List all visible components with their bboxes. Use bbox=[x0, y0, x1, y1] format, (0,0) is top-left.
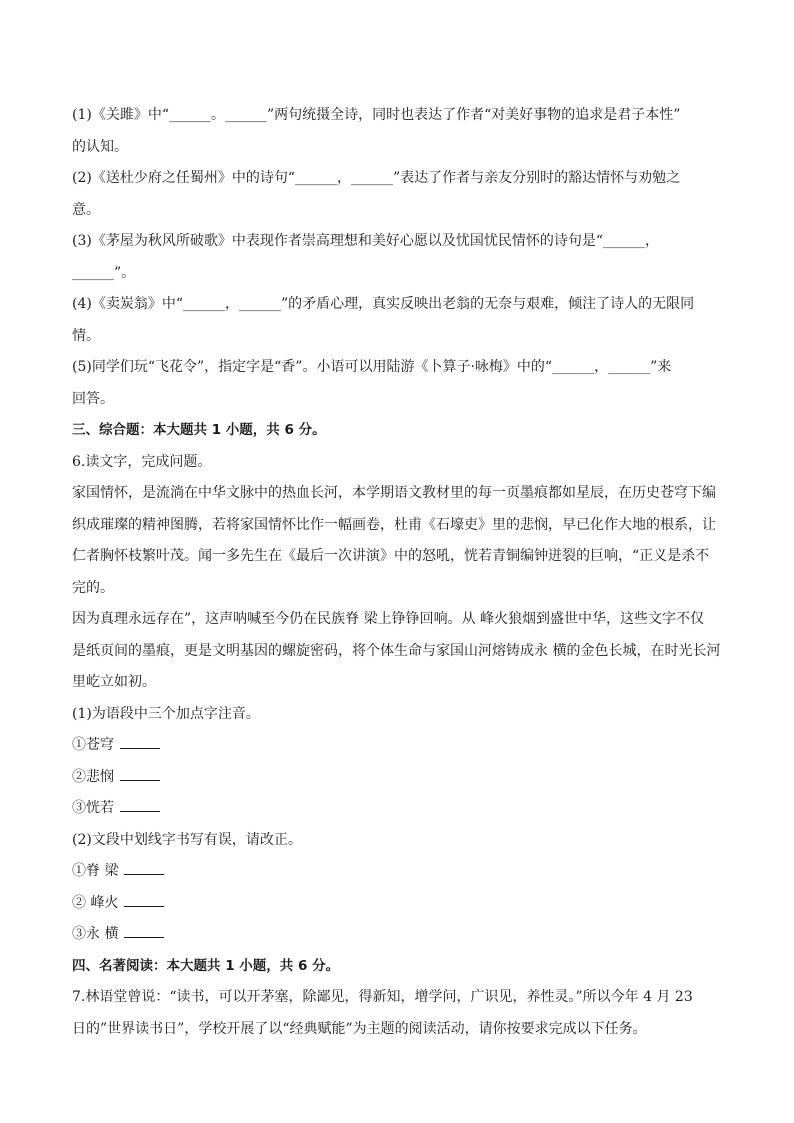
section-3-heading: 三、综合题：本大题共 1 小题，共 6 分。 bbox=[72, 422, 326, 438]
q6-sub1-item-a bbox=[72, 730, 724, 762]
answer-blank bbox=[124, 892, 164, 907]
q6-paragraph-line3: 仁者胸怀枝繁叶茂。闻一多先生在《最后一次讲演》中的怒吼，恍若青铜编钟迸裂的巨响，“正义是杀不 bbox=[72, 548, 710, 564]
q6-paragraph-line5: 因为真理永远存在”，这声呐喊至今仍在民族脊 梁上铮铮回响。从 峰火狼烟到盛世中华，这些文字不仅 bbox=[72, 611, 705, 627]
q5-item2-line2: 意。 bbox=[72, 201, 100, 218]
q7-line2: 日的”世界读书日”，学校开展了以“经典赋能”为主题的阅读活动，请你按要求完成以下任务。 bbox=[72, 1020, 647, 1037]
q6-paragraph-line6: 是纸页间的墨痕，更是文明基因的螺旋密码，将个体生命与家国山河熔铸成永 横的金色长城，在时光长河 bbox=[72, 642, 721, 659]
answer-blank bbox=[124, 860, 164, 875]
q6-paragraph-line7: 里屹立如初。 bbox=[72, 674, 156, 690]
q6-sub2-item-b-label: ② 峰火 bbox=[72, 894, 119, 911]
q6-sub2-item-c bbox=[72, 919, 724, 951]
answer-blank bbox=[120, 797, 160, 812]
q5-item3-line2: ______”。 bbox=[72, 264, 136, 281]
q6-sub2-item-c-label: ③永 横 bbox=[72, 926, 119, 942]
answer-blank bbox=[120, 766, 160, 781]
q6-paragraph-line1: 家国情怀，是流淌在中华文脉中的热血长河，本学期语文教材里的每一页墨痕都如星辰，在历史苍穹下编 bbox=[72, 485, 716, 501]
document-body bbox=[72, 100, 724, 1045]
q6-sub2-item-b bbox=[72, 888, 724, 920]
q5-item5-line2: 回答。 bbox=[72, 390, 114, 407]
q6-sub1-item-b bbox=[72, 762, 724, 794]
q6-sub1-item-b-label: ②悲悯 bbox=[72, 768, 114, 785]
q5-item4-line2: 情。 bbox=[72, 327, 100, 344]
q6-sub1-item-a-label: ①苍穹 bbox=[72, 737, 114, 753]
q6-paragraph-line2: 织成璀璨的精神图腾，若将家国情怀比作一幅画卷，杜甫《石壕吏》里的悲悯，早已化作大地的根系，让 bbox=[72, 516, 716, 533]
q5-item1-line1: (1)《关雎》中“______。______”两句统摄全诗，同时也表达了作者“对美好事物的追求是君子本性” bbox=[72, 107, 681, 123]
section-4-heading: 四、名著阅读：本大题共 1 小题，共 6 分。 bbox=[72, 957, 340, 974]
q5-item1-line2: 的认知。 bbox=[72, 138, 128, 155]
q6-paragraph-line4: 完的。 bbox=[72, 579, 114, 596]
answer-blank bbox=[120, 734, 160, 749]
q6-sub2-item-a-label: ①脊 梁 bbox=[72, 863, 119, 879]
q7-line1: 7.林语堂曾说：“读书，可以开茅塞，除鄙见，得新知，增学问，广识见，养性灵。”所以今年 4 月 23 bbox=[72, 989, 693, 1005]
q6-sub2-prompt: (2)文段中划线字书写有误，请改正。 bbox=[72, 831, 302, 848]
q6-stem: 6.读文字，完成问题。 bbox=[72, 453, 212, 470]
answer-blank bbox=[124, 923, 164, 938]
q6-sub2-item-a bbox=[72, 856, 724, 888]
q5-item2-line1: (2)《送杜少府之任蜀州》中的诗句“______，______”表达了作者与亲友分别时的豁达情怀与劝勉之 bbox=[72, 170, 681, 186]
q6-sub1-item-c bbox=[72, 793, 724, 825]
q6-sub1-prompt: (1)为语段中三个加点字注音。 bbox=[72, 705, 260, 722]
q6-sub1-item-c-label: ③恍若 bbox=[72, 800, 114, 816]
q5-item4-line1: (4)《卖炭翁》中“______，______”的矛盾心理，真实反映出老翁的无奈与艰难，倾注了诗人的无限同 bbox=[72, 296, 695, 312]
q5-item3-line1: (3)《茅屋为秋风所破歌》中表现作者崇高理想和美好心愿以及忧国忧民情怀的诗句是“______， bbox=[72, 233, 659, 249]
q5-item5-line1: (5)同学们玩“飞花令”，指定字是“香”。小语可以用陆游《卜算子·咏梅》中的“______，______”来 bbox=[72, 359, 672, 375]
